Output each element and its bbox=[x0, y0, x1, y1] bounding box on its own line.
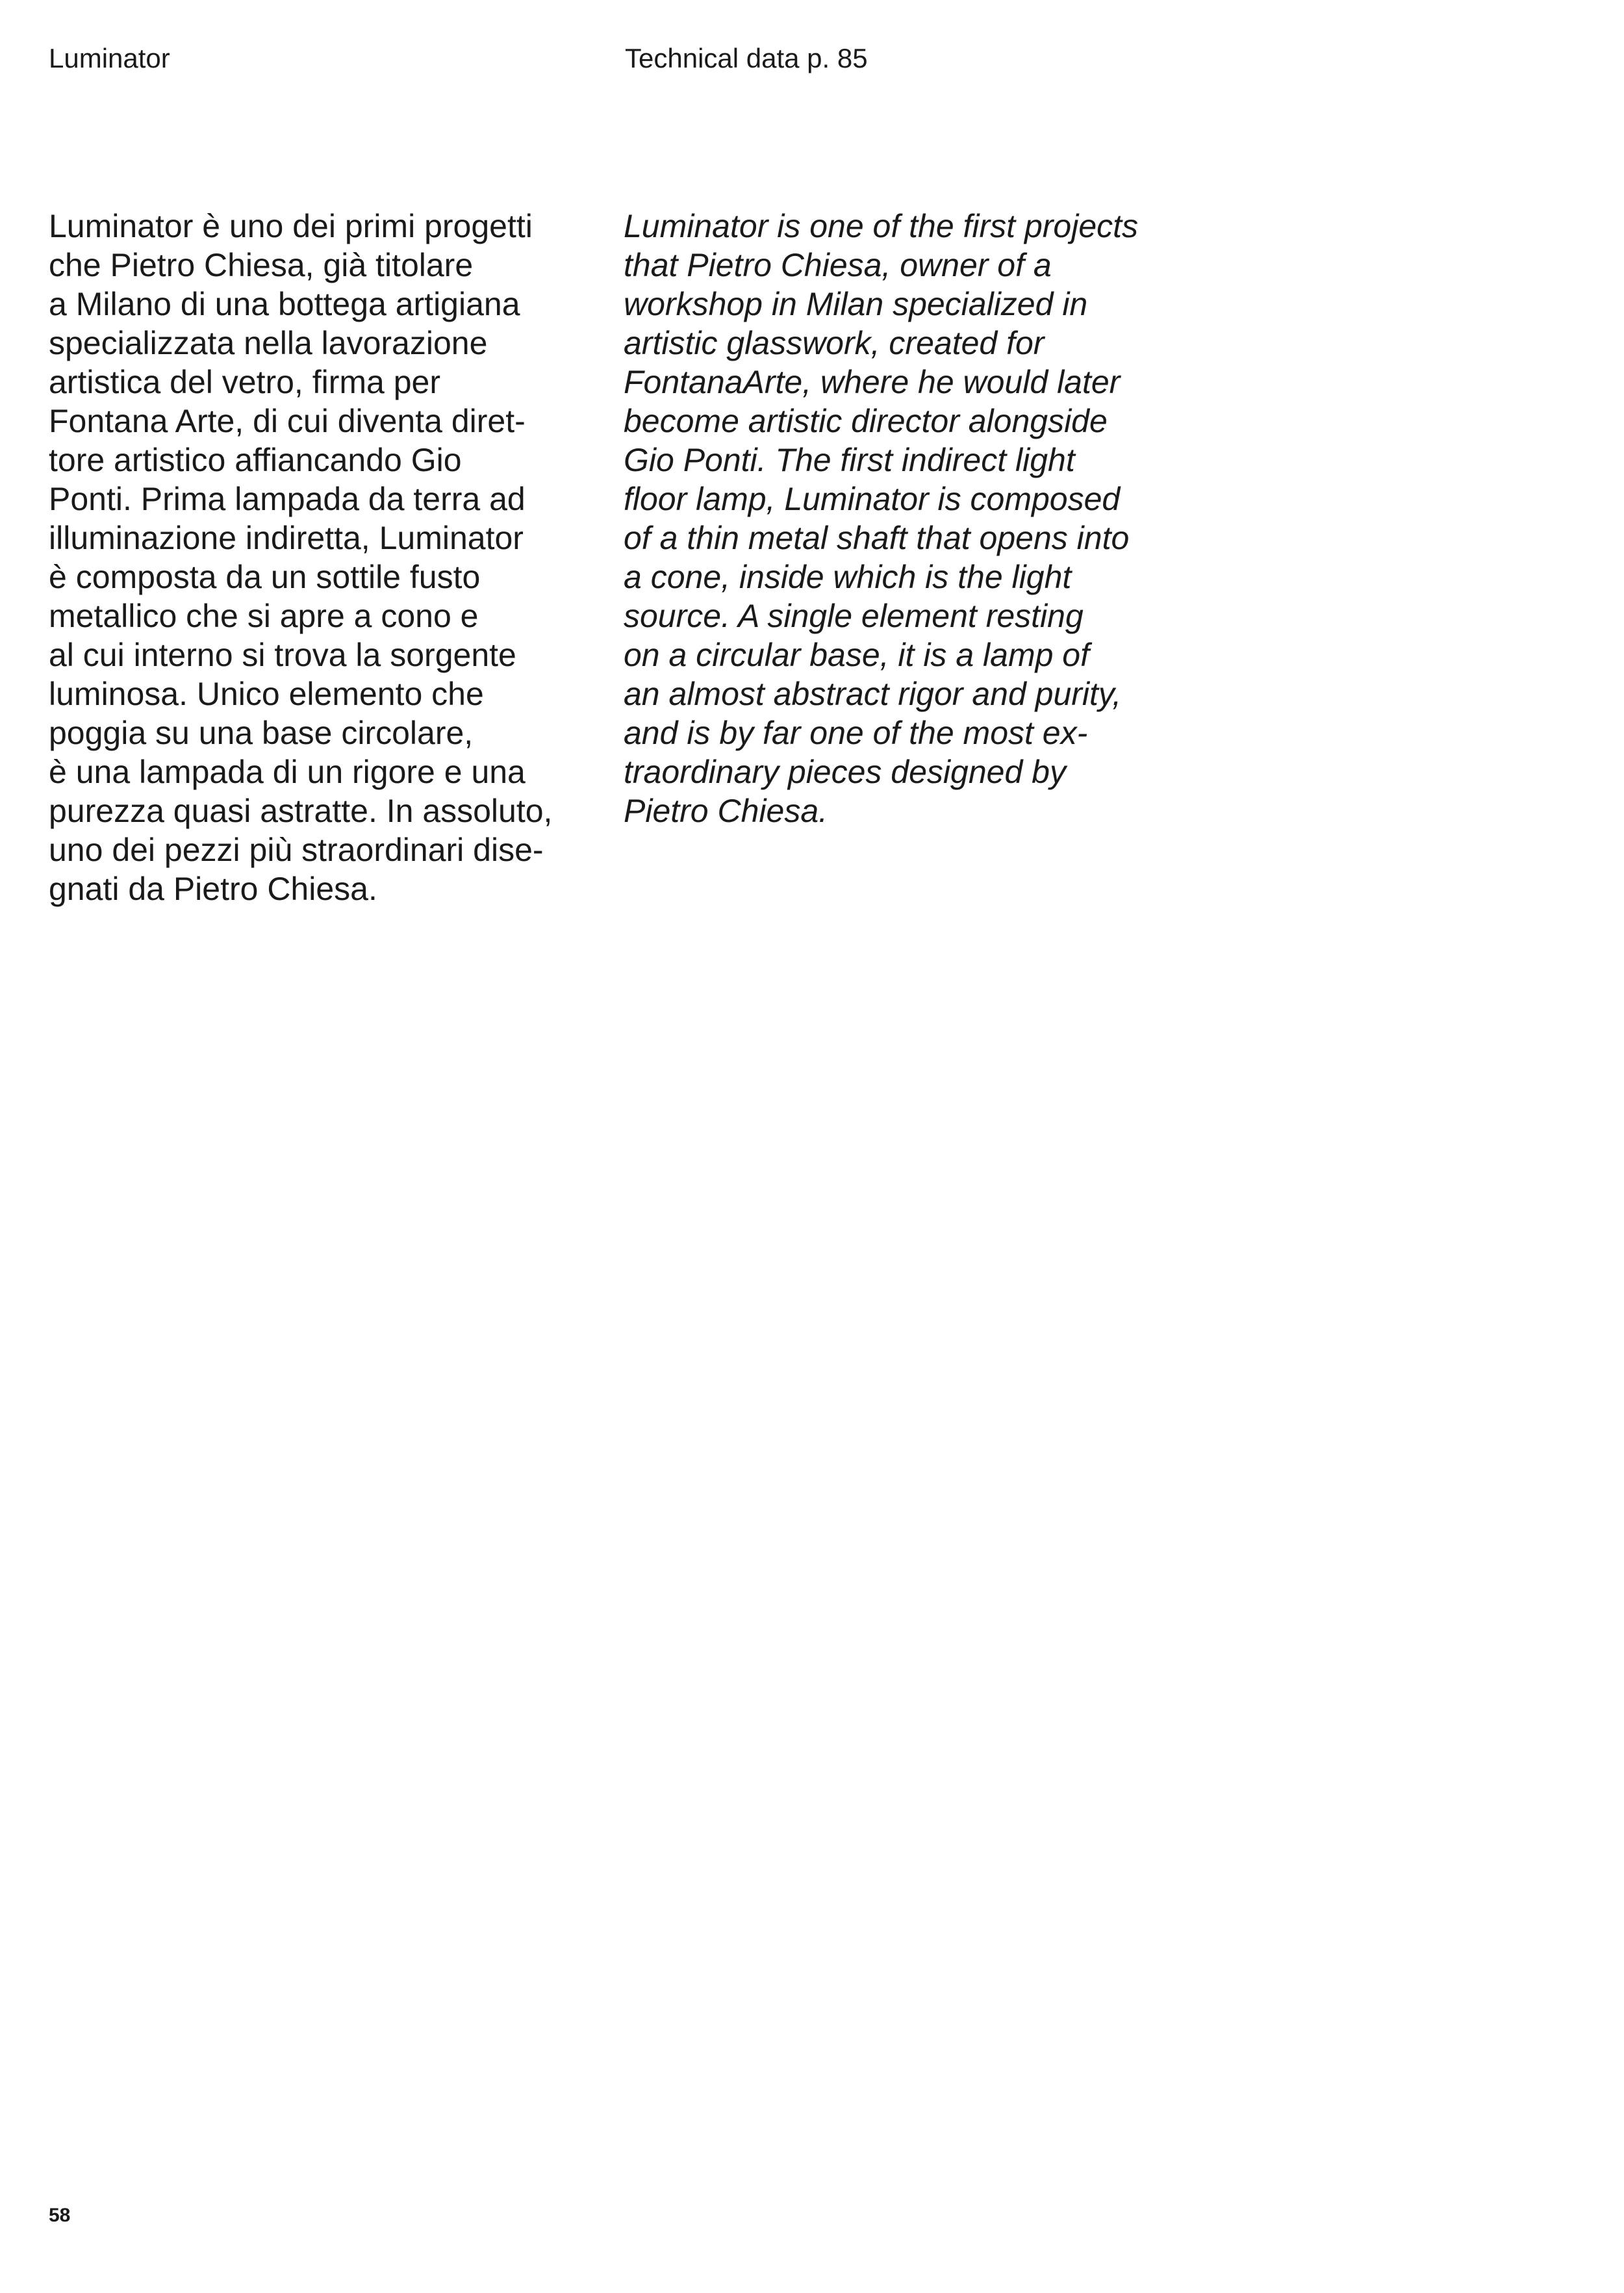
page-title: Luminator bbox=[49, 43, 170, 73]
technical-data-reference: Technical data p. 85 bbox=[625, 43, 868, 73]
english-text-column: Luminator is one of the first projects that Pietro Chiesa, owner of a workshop in Milan specialized in artistic glasswork, created for FontanaArte, where he would later become artistic director alongside Gio Ponti. The first indirect light floor lamp, Luminator is composed of a thin metal shaft that opens into a cone, inside which is the light source. A single element resting on a circular base, it is a lamp of an almost abstract rigor and purity, and is by far one of the most ex- traordinary pieces designed by Pietro Chiesa. bbox=[624, 208, 1139, 829]
page-number: 58 bbox=[49, 2205, 71, 2226]
italian-text-column: Luminator è uno dei primi progetti che Pietro Chiesa, già titolare a Milano di una bottega artigiana specializzata nella lavorazione artistica del vetro, firma per Fontana Arte, di cui diventa diret- tore artistico affiancando Gio Ponti. Prima lampada da terra ad illuminazione indiretta, Luminator è composta da un sottile fusto metallico che si apre a cono e al cui interno si trova la sorgente luminosa. Unico elemento che poggia su una base circolare, è una lampada di un rigore e una purezza quasi astratte. In assoluto, uno dei pezzi più straordinari dise- gnati da Pietro Chiesa. bbox=[49, 208, 553, 907]
